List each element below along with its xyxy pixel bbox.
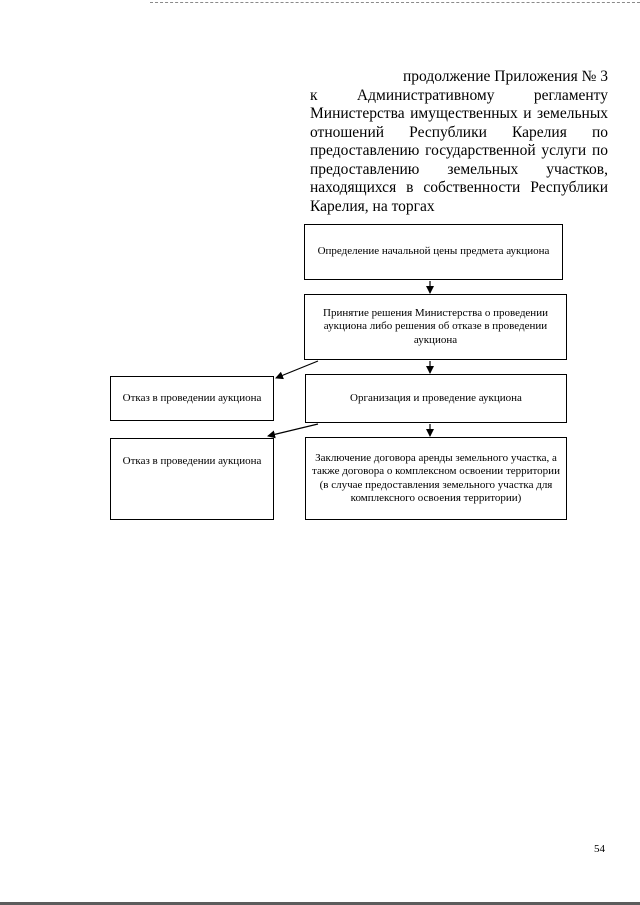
flow-step-auction-text: Организация и проведение аукциона — [350, 391, 522, 404]
header-line: предоставлению земельных участков, — [310, 160, 608, 178]
arrow-step3-to-refusal2 — [268, 424, 318, 436]
header-line: предоставлению государственной услуги по — [310, 142, 608, 159]
header-line: Министерства имущественных и земельных — [310, 105, 608, 122]
flow-step-contract-text: Заключение договора аренды земельного участка, а также договора о комплексном освоении территории (в случае предоставления земельного участка для комплексного освоения территории) — [312, 451, 560, 504]
flow-step-decision-text: Принятие решения Министерства о проведении аукциона либо решения об отказе в проведении аукциона — [323, 306, 548, 346]
header-line: отношений Республики Карелия по — [310, 123, 608, 141]
page-number: 54 — [594, 843, 605, 855]
flow-refusal-text-1: Отказ в проведении аукциона — [122, 391, 262, 404]
header-line: Карелия, на торгах — [310, 197, 435, 215]
arrow-step2-to-refusal1 — [276, 361, 318, 378]
flow-refusal-text-2: Отказ в проведении аукциона — [122, 455, 262, 467]
header-line: к Административному регламенту — [310, 86, 608, 104]
header-line: продолжение Приложения № 3 — [403, 68, 608, 85]
flow-step-initial-price-text: Определение начальной цены предмета аукциона — [317, 245, 550, 258]
header-line: находящихся в собственности Республики — [310, 179, 608, 196]
